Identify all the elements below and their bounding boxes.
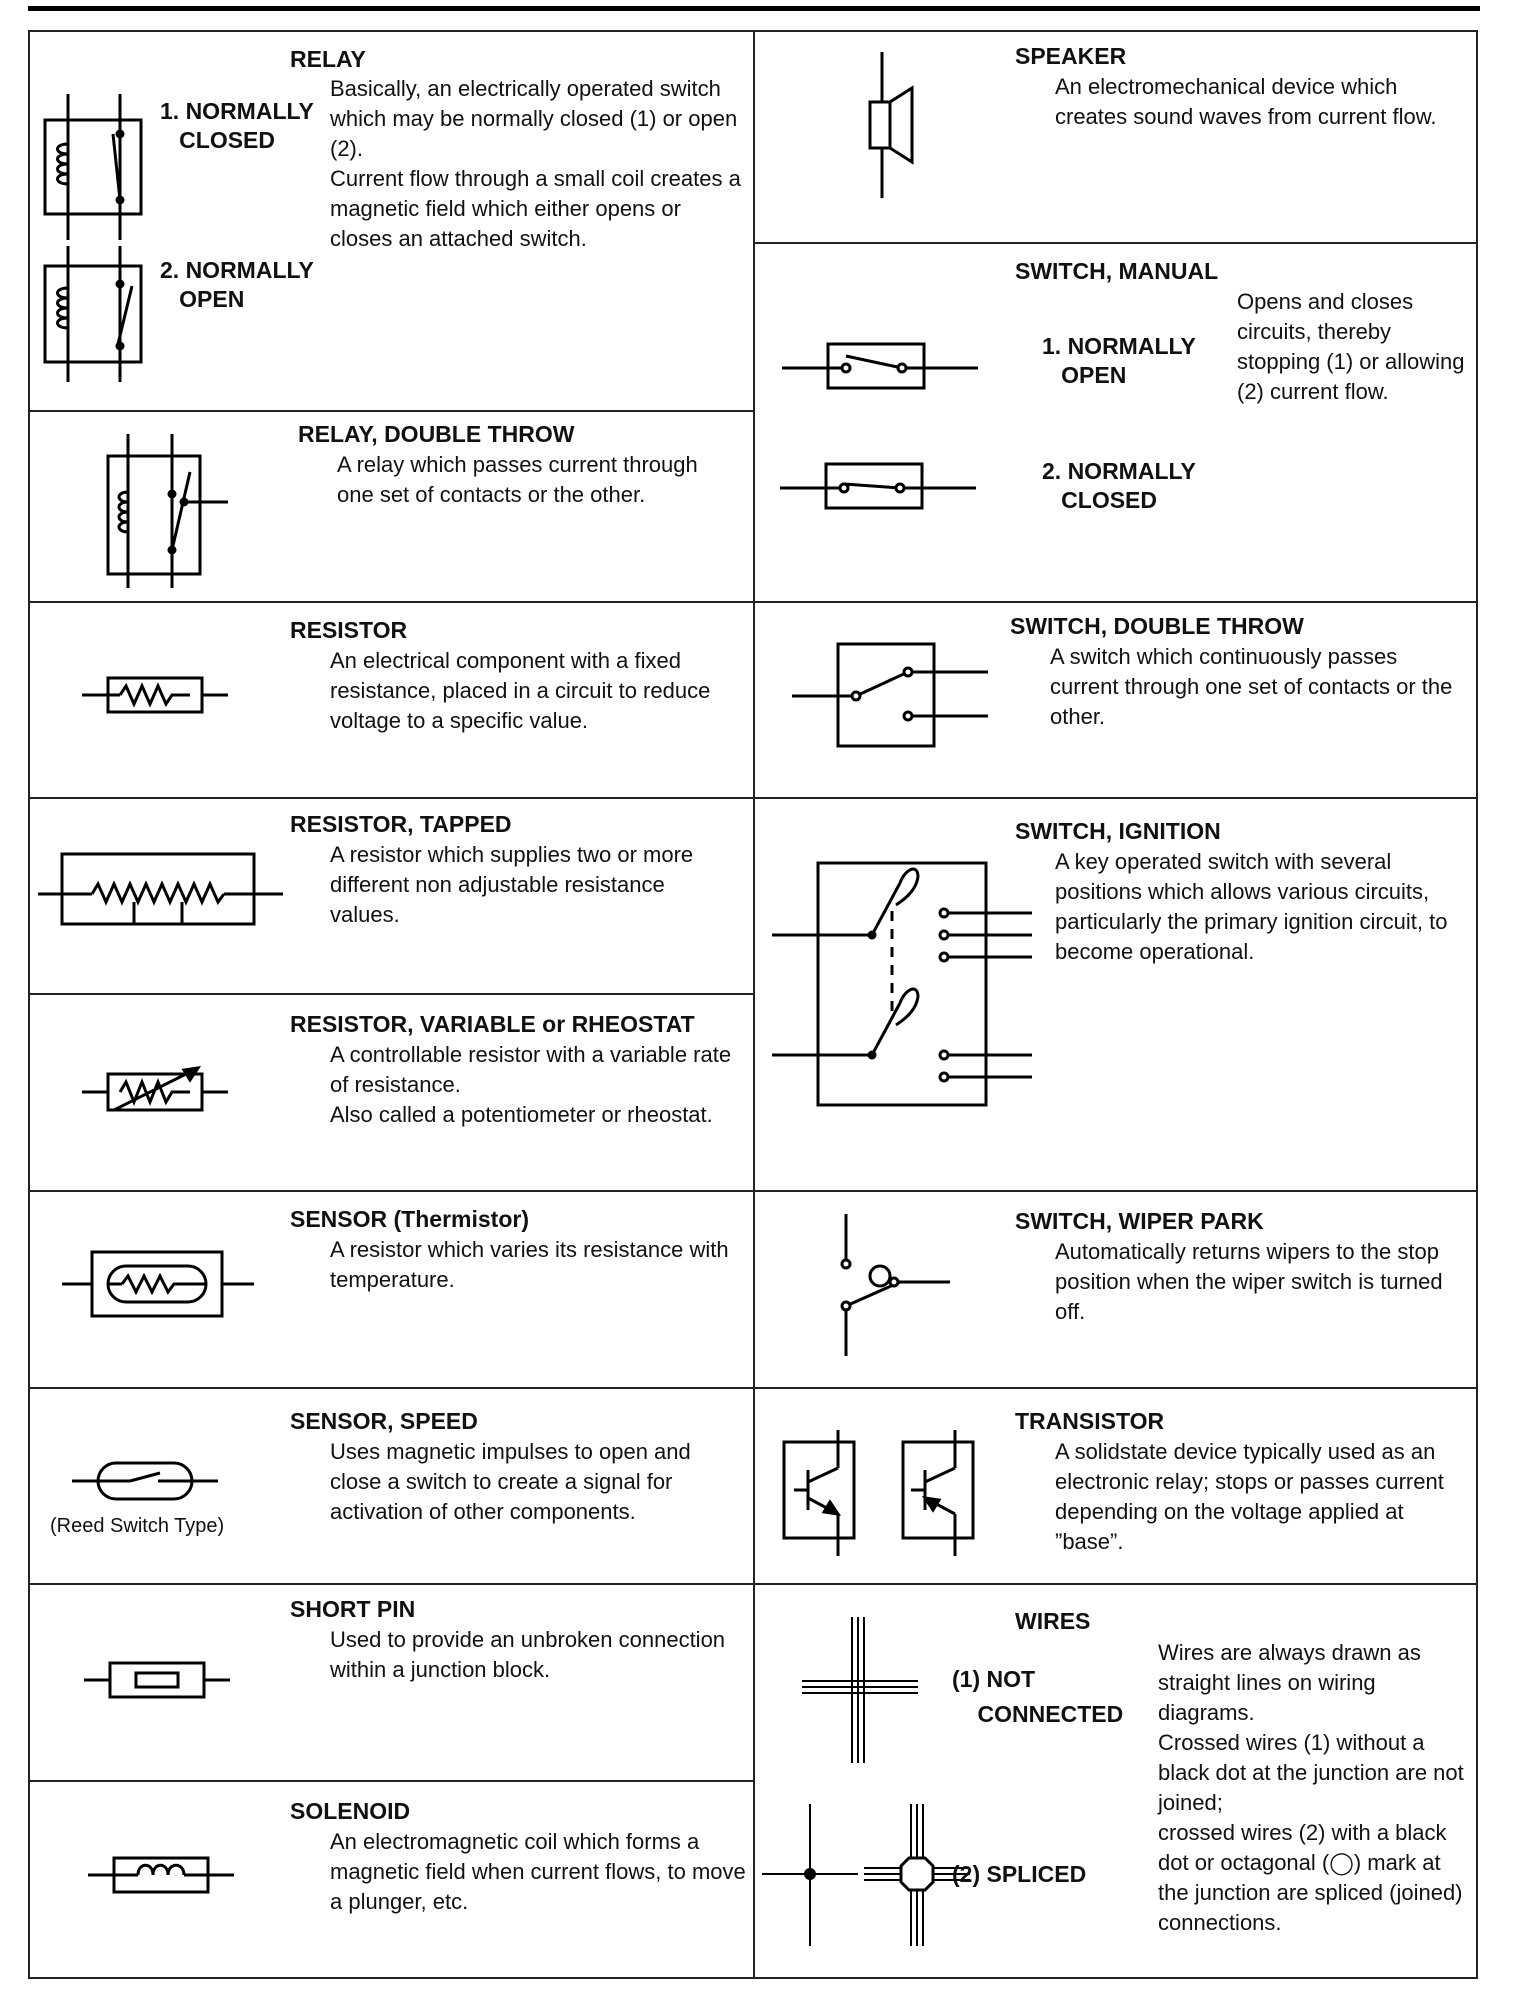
sensor-speed-title: SENSOR, SPEED (290, 1408, 478, 1434)
relay-double-throw-title: RELAY, DOUBLE THROW (298, 421, 575, 447)
row-divider (754, 1583, 1478, 1585)
row-divider (754, 1190, 1478, 1192)
resistor-description: An electrical component with a fixed resistance, placed in a circuit to reduce voltage to a specific value. (330, 648, 711, 733)
transistor-description: A solidstate device typically used as an electronic relay; stops or passes current depending on the voltage applied at ”base”. (1055, 1439, 1444, 1554)
switch-ignition-title: SWITCH, IGNITION (1015, 818, 1221, 844)
switch-manual-item-normally-closed: 2. NORMALLY CLOSED (1042, 458, 1196, 513)
switch-wiper-park-symbol (820, 1210, 960, 1360)
wires-item-not-connected: (1) NOT CONNECTED (952, 1666, 1124, 1727)
wires-item-spliced: (2) SPLICED (952, 1861, 1087, 1887)
row-divider (28, 797, 754, 799)
relay-double-throw-description: A relay which passes current through one set of contacts or the other. (337, 452, 698, 507)
row-divider (28, 410, 754, 412)
resistor-tapped-description: A resistor which supplies two or more different non adjustable resistance values. (330, 842, 694, 927)
row-divider (754, 601, 1478, 603)
solenoid-description: An electromagnetic coil which forms a magnetic field when current flows, to move a plunger, etc. (330, 1829, 746, 1914)
switch-manual-title: SWITCH, MANUAL (1015, 258, 1219, 284)
resistor-variable-title: RESISTOR, VARIABLE or RHEOSTAT (290, 1011, 695, 1037)
switch-manual-item-normally-open: 1. NORMALLY OPEN (1042, 333, 1196, 388)
switch-wiper-park-description: Automatically returns wipers to the stop position when the wiper switch is turned off. (1055, 1239, 1443, 1324)
switch-double-throw-title: SWITCH, DOUBLE THROW (1010, 613, 1304, 639)
row-divider (28, 1583, 754, 1585)
short-pin-symbol (82, 1655, 232, 1705)
wires-title: WIRES (1015, 1608, 1091, 1634)
row-divider (28, 1387, 754, 1389)
switch-manual-normally-closed-symbol (778, 458, 978, 518)
switch-wiper-park-title: SWITCH, WIPER PARK (1015, 1208, 1264, 1234)
transistor-pnp-symbol (780, 1428, 880, 1558)
switch-manual-description: Opens and closes circuits, thereby stopping (1) or allowing (2) current flow. (1237, 289, 1465, 404)
resistor-tapped-symbol (38, 850, 283, 930)
resistor-variable-symbol (80, 1060, 230, 1120)
row-divider (28, 1780, 754, 1782)
wires-description: Wires are always drawn as straight lines on wiring diagrams. Crossed wires (1) without a black dot at the junction are not joined; crossed wires (2) with a black dot or octagonal (◯) mark at the junction are spliced (joined) connections. (1158, 1640, 1464, 1935)
relay-item-normally-closed: 1. NORMALLY CLOSED (160, 98, 314, 153)
short-pin-description: Used to provide an unbroken connection within a junction block. (330, 1627, 726, 1682)
relay-description: Basically, an electrically operated switch which may be normally closed (1) or open (2). Current flow through a small coil creates a magnetic field which either opens or closes an attached switch. (330, 76, 741, 251)
switch-ignition-symbol (770, 855, 1040, 1115)
speaker-description: An electromechanical device which creates sound waves from current flow. (1055, 74, 1437, 129)
resistor-tapped-title: RESISTOR, TAPPED (290, 811, 512, 837)
sensor-thermistor-description: A resistor which varies its resistance with temperature. (330, 1237, 729, 1292)
speaker-symbol (860, 50, 920, 200)
resistor-variable-description: A controllable resistor with a variable rate of resistance. Also called a potentiometer or rheostat. (330, 1042, 732, 1127)
transistor-title: TRANSISTOR (1015, 1408, 1165, 1434)
row-divider (754, 1387, 1478, 1389)
row-divider (28, 601, 754, 603)
relay-normally-closed-symbol (40, 92, 150, 242)
switch-double-throw-symbol (790, 640, 990, 750)
speaker-title: SPEAKER (1015, 43, 1127, 69)
wires-spliced-dot-symbol (760, 1800, 860, 1950)
row-divider (28, 1190, 754, 1192)
switch-manual-normally-open-symbol (780, 338, 980, 398)
short-pin-title: SHORT PIN (290, 1596, 416, 1622)
switch-ignition-description: A key operated switch with several positions which allows various circuits, particularly the primary ignition circuit, to become operational. (1055, 849, 1448, 964)
reed-switch-caption: (Reed Switch Type) (50, 1515, 225, 1537)
resistor-title: RESISTOR (290, 617, 408, 643)
transistor-npn-symbol (895, 1428, 995, 1558)
row-divider (754, 242, 1478, 244)
relay-normally-open-symbol (40, 244, 150, 384)
row-divider (754, 797, 1478, 799)
solenoid-title: SOLENOID (290, 1798, 411, 1824)
relay-item-normally-open: 2. NORMALLY OPEN (160, 257, 314, 312)
relay-title: RELAY (290, 46, 366, 72)
column-divider (753, 30, 755, 1979)
sensor-thermistor-title: SENSOR (Thermistor) (290, 1206, 529, 1232)
solenoid-symbol (86, 1850, 236, 1900)
top-rule (28, 6, 1480, 11)
wires-not-connected-symbol (800, 1615, 920, 1765)
reed-switch-symbol (70, 1455, 220, 1505)
switch-double-throw-description: A switch which continuously passes current through one set of contacts or the other. (1050, 644, 1453, 729)
resistor-symbol (80, 670, 230, 720)
sensor-speed-description: Uses magnetic impulses to open and close a switch to create a signal for activation of other components. (330, 1439, 691, 1524)
row-divider (28, 993, 754, 995)
relay-double-throw-symbol (100, 430, 240, 590)
sensor-thermistor-symbol (60, 1248, 256, 1320)
